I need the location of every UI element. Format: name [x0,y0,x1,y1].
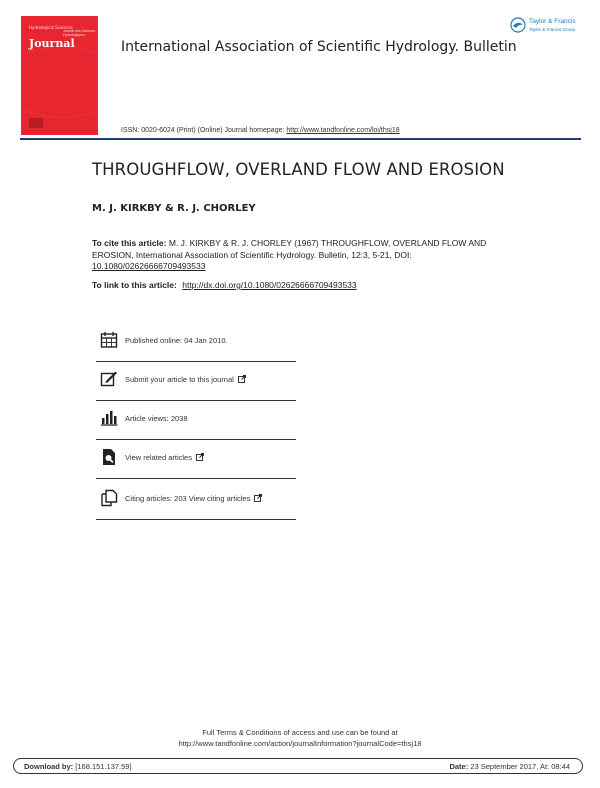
journal-title[interactable]: International Association of Scientific Hydrology. Bulletin [121,39,517,55]
article-authors: M. J. KIRKBY & R. J. CHORLEY [92,203,256,214]
submit-article-text: Submit your article to this journal [125,375,234,384]
cite-text: M. J. KIRKBY & R. J. CHORLEY (1967) THROUGHFLOW, OVERLAND FLOW AND EROSION, International Association of Scientific Hydrology. Bulletin, 12:3, 5-21, DOI: [92,238,487,260]
download-by [24,762,132,771]
link-label: To link to this article: [92,280,177,290]
publisher-logo-icon [510,17,526,33]
issn-line [121,127,400,134]
related-articles-text: View related articles [125,453,192,462]
article-views-item [96,401,296,440]
article-title: THROUGHFLOW, OVERLAND FLOW AND EROSION [92,160,505,179]
publisher-name: Taylor & Francis [529,18,576,25]
journal-cover-image [21,16,98,135]
related-articles-link[interactable] [125,453,204,462]
journal-homepage-link[interactable]: http://www.tandfonline.com/loi/thsj18 [286,127,400,134]
citing-articles-item[interactable] [96,481,296,520]
cite-label: To cite this article: [92,238,167,248]
cover-sub-text: Journal des Sciences Hydrologiques [63,29,96,37]
download-date [449,762,570,771]
download-date-value: 23 September 2017, At: 08:44 [470,762,570,771]
cover-journal-text: Journal [29,37,75,50]
citing-articles-link[interactable] [125,494,262,503]
bar-chart-icon [100,409,118,427]
cover-decoration [21,46,98,118]
citing-articles-text: Citing articles: 203 View citing articles [125,494,251,503]
external-link-icon [238,375,246,383]
header-divider [20,138,581,140]
publisher-logo[interactable] [510,16,582,38]
related-articles-item[interactable] [96,440,296,479]
article-doi-link[interactable]: http://dx.doi.org/10.1080/02626666709493533 [182,280,357,290]
citation-block [92,238,512,273]
submit-article-link[interactable] [125,375,246,384]
calendar-icon [100,331,118,349]
submit-article-item[interactable] [96,362,296,401]
published-online-item [96,323,296,362]
cite-doi-link[interactable]: 10.1080/02626666709493533 [92,261,206,271]
published-online-text: Published online: 04 Jan 2010. [125,336,228,345]
publisher-sub: Taylor & Francis Group [529,27,576,32]
download-by-label: Download by: [24,762,74,771]
cover-logo [29,118,43,128]
external-link-icon [196,453,204,461]
issn-text: ISSN: 0020-6024 (Print) (Online) Journal homepage: [121,127,285,134]
article-views-text: Article views: 2038 [125,414,188,423]
download-info-bar [13,758,583,774]
document-search-icon [100,448,118,466]
terms-link[interactable]: http://www.tandfonline.com/action/journalInformation?journalCode=thsj18 [178,739,422,748]
edit-icon [100,370,118,388]
download-date-label: Date: [449,762,469,771]
download-by-value: [168.151.137.59] [75,762,132,771]
article-link-line [92,280,357,290]
external-link-icon [254,494,262,502]
cover-small-text: Hydrological Sciences [29,25,73,30]
copy-documents-icon [100,489,118,507]
terms-text: Full Terms & Conditions of access and use can be found at [202,728,398,737]
